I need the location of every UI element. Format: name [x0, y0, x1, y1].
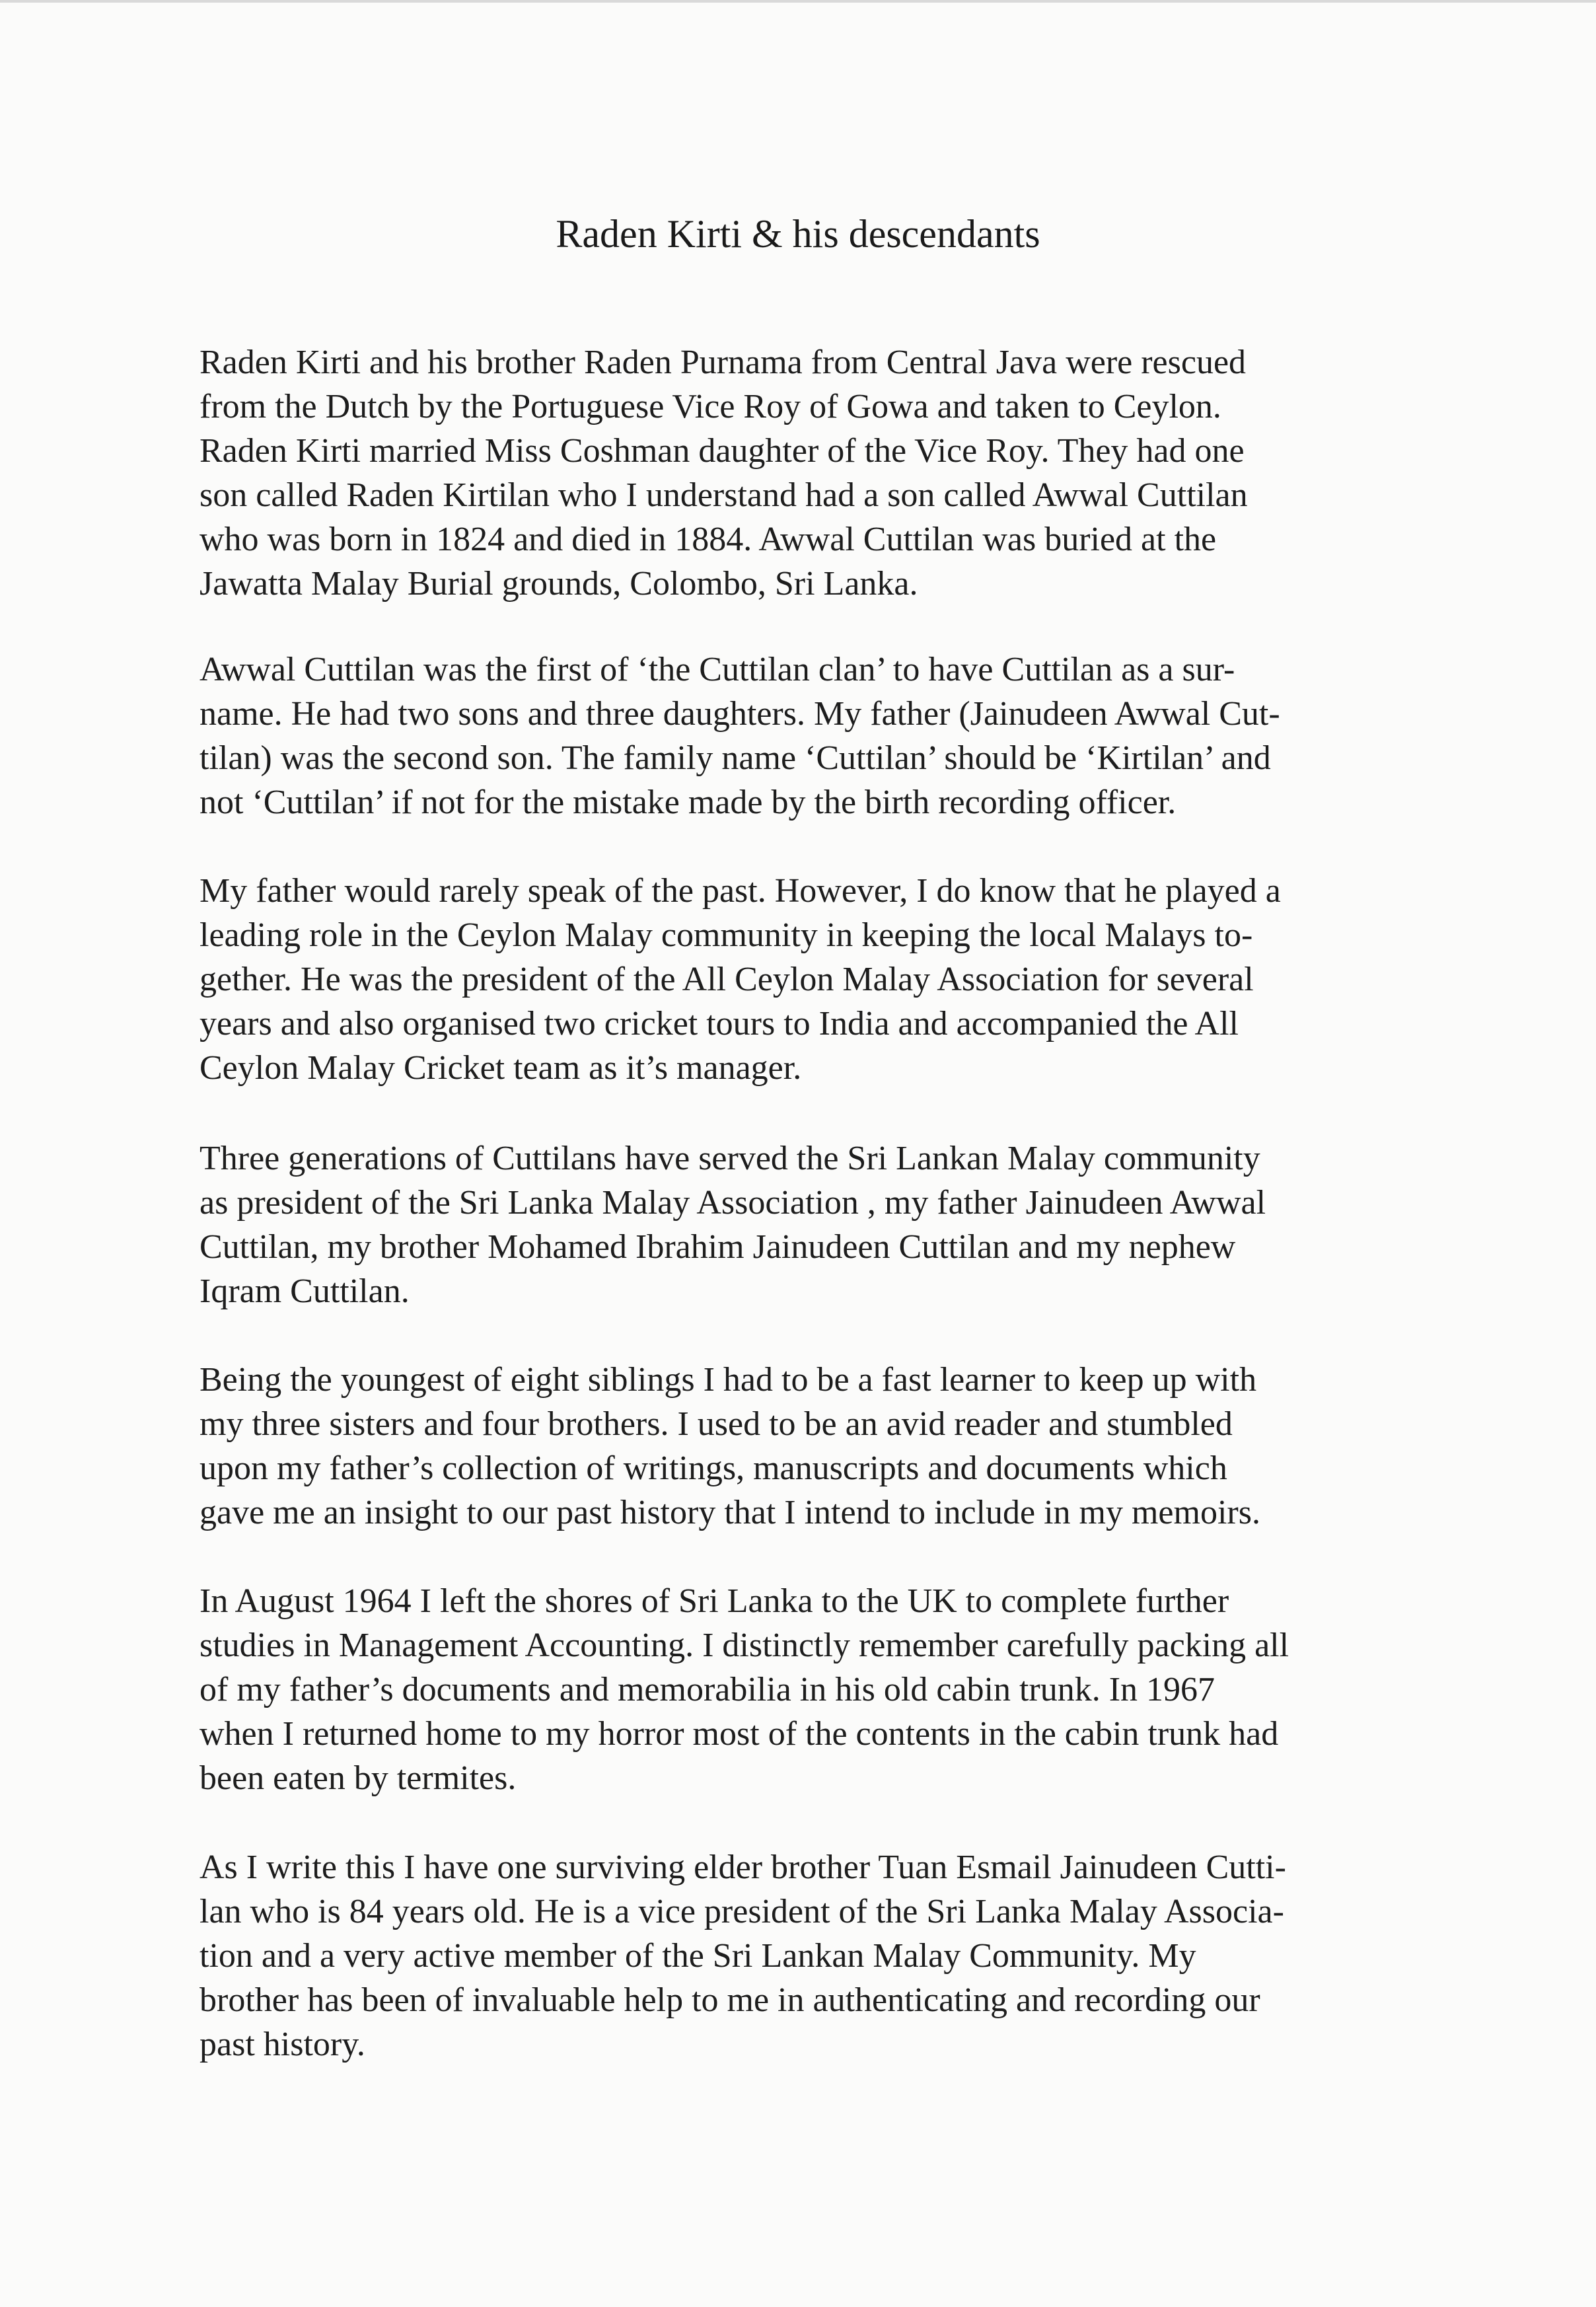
text-line: leading role in the Ceylon Malay community in keeping the local Malays to- [200, 916, 1253, 954]
text-line: when I returned home to my horror most of the contents in the cabin trunk had [200, 1715, 1279, 1753]
text-line: studies in Management Accounting. I distinctly remember carefully packing all [200, 1627, 1289, 1664]
text-line: In August 1964 I left the shores of Sri Lanka to the UK to complete further [200, 1582, 1229, 1620]
text-line: who was born in 1824 and died in 1884. Awwal Cuttilan was buried at the [200, 521, 1217, 558]
text-line: Ceylon Malay Cricket team as it’s manager. [200, 1049, 802, 1087]
text-line: years and also organised two cricket tours to India and accompanied the All [200, 1005, 1239, 1043]
text-line: my three sisters and four brothers. I used to be an avid reader and stumbled [200, 1405, 1233, 1443]
paragraph-3 [200, 869, 1435, 1090]
document-title: Raden Kirti & his descendants [556, 212, 1040, 256]
text-line: tilan) was the second son. The family name ‘Cuttilan’ should be ‘Kirtilan’ and [200, 739, 1271, 777]
text-line: Awwal Cuttilan was the first of ‘the Cuttilan clan’ to have Cuttilan as a sur- [200, 651, 1235, 688]
paragraph-1 [200, 340, 1435, 606]
text-line: of my father’s documents and memorabilia in his old cabin trunk. In 1967 [200, 1671, 1215, 1708]
text-line: not ‘Cuttilan’ if not for the mistake made by the birth recording officer. [200, 784, 1177, 821]
text-line: son called Raden Kirtilan who I understand had a son called Awwal Cuttilan [200, 476, 1248, 514]
paragraph-4 [200, 1136, 1435, 1313]
text-line: brother has been of invaluable help to me in authenticating and recording our [200, 1981, 1260, 2019]
text-line: Three generations of Cuttilans have served the Sri Lankan Malay community [200, 1140, 1260, 1177]
paragraph-7 [200, 1845, 1435, 2067]
text-line: Jawatta Malay Burial grounds, Colombo, Sri Lanka. [200, 565, 918, 603]
paragraph-2 [200, 647, 1435, 824]
page-top-edge [0, 0, 1596, 3]
text-line: Raden Kirti and his brother Raden Purnama from Central Java were rescued [200, 344, 1247, 381]
text-line: My father would rarely speak of the past. However, I do know that he played a [200, 872, 1281, 910]
text-line: As I write this I have one surviving elder brother Tuan Esmail Jainudeen Cutti- [200, 1849, 1286, 1886]
text-line: Cuttilan, my brother Mohamed Ibrahim Jainudeen Cuttilan and my nephew [200, 1228, 1236, 1266]
text-line: gether. He was the president of the All Ceylon Malay Association for several [200, 961, 1254, 998]
paragraph-5 [200, 1358, 1435, 1535]
text-line: name. He had two sons and three daughters. My father (Jainudeen Awwal Cut- [200, 695, 1280, 733]
text-line: upon my father’s collection of writings, manuscripts and documents which [200, 1449, 1227, 1487]
text-line: gave me an insight to our past history that I intend to include in my memoirs. [200, 1494, 1260, 1531]
text-line: tion and a very active member of the Sri Lankan Malay Community. My [200, 1937, 1196, 1975]
text-line: past history. [200, 2026, 365, 2063]
text-line: Iqram Cuttilan. [200, 1272, 410, 1310]
paragraph-6 [200, 1579, 1435, 1800]
text-line: as president of the Sri Lanka Malay Association , my father Jainudeen Awwal [200, 1184, 1266, 1222]
text-line: lan who is 84 years old. He is a vice president of the Sri Lanka Malay Associa- [200, 1893, 1284, 1930]
text-line: Being the youngest of eight siblings I had to be a fast learner to keep up with [200, 1361, 1257, 1399]
text-line: been eaten by termites. [200, 1759, 517, 1797]
text-line: Raden Kirti married Miss Coshman daughter of the Vice Roy. They had one [200, 432, 1245, 470]
text-line: from the Dutch by the Portuguese Vice Roy of Gowa and taken to Ceylon. [200, 388, 1221, 425]
